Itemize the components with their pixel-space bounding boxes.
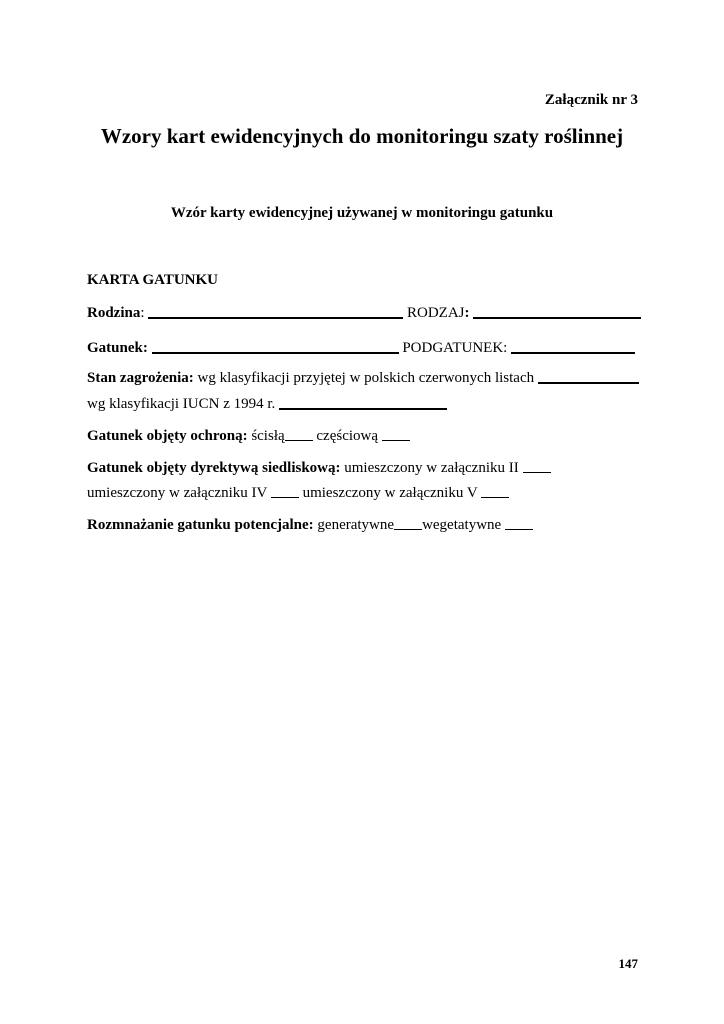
rodzina-label: Rodzina — [87, 305, 141, 321]
dyrektywa-zal2-field[interactable] — [523, 460, 551, 473]
row-dyrektywa — [87, 460, 551, 477]
row-dyrektywa-2 — [87, 485, 509, 502]
dyrektywa-zal5-label: umieszczony w załączniku V — [298, 485, 482, 501]
rozmnazanie-generatywne-field[interactable] — [394, 517, 422, 530]
stan-label: Stan zagrożenia: — [87, 370, 194, 386]
row-stan-zagrozenia — [87, 370, 639, 387]
page-number: 147 — [618, 956, 638, 971]
dyrektywa-label: Gatunek objęty dyrektywą siedliskową: — [87, 460, 341, 476]
gatunek-label: Gatunek: — [87, 340, 148, 356]
podgatunek-field[interactable] — [511, 340, 635, 354]
rozmnazanie-generatywne-label: generatywne — [313, 517, 395, 533]
rozmnazanie-wegetatywne-field[interactable] — [505, 517, 533, 530]
dyrektywa-zal4-label: umieszczony w załączniku IV — [87, 485, 271, 501]
czerwone-listy-field[interactable] — [538, 370, 639, 384]
iucn-text: wg klasyfikacji IUCN z 1994 r. — [87, 396, 280, 412]
ochrona-scisla-label: ścisłą — [247, 428, 285, 444]
iucn-field[interactable] — [279, 396, 447, 410]
row-gatunek — [87, 340, 635, 357]
rodzaj-field[interactable] — [473, 305, 641, 319]
row-ochrona — [87, 428, 410, 445]
ochrona-czesciowa-field[interactable] — [382, 428, 410, 441]
row-rodzina — [87, 305, 641, 322]
card-title: KARTA GATUNKU — [87, 272, 219, 288]
rozmnazanie-wegetatywne-label: wegetatywne — [422, 517, 505, 533]
dyrektywa-zal4-field[interactable] — [271, 485, 299, 498]
rodzaj-label: RODZAJ — [407, 305, 465, 321]
dyrektywa-zal5-field[interactable] — [481, 485, 509, 498]
rodzaj-separator: : — [464, 305, 474, 321]
ochrona-czesciowa-label: częściową — [312, 428, 382, 444]
gatunek-field[interactable] — [152, 340, 399, 354]
stan-text: wg klasyfikacji przyjętej w polskich czerwonych listach — [193, 370, 538, 386]
section-subtitle: Wzór karty ewidencyjnej używanej w monitoringu gatunku — [170, 205, 554, 221]
ochrona-scisla-field[interactable] — [285, 428, 313, 441]
rodzina-separator: : — [140, 305, 149, 321]
annex-label: Załącznik nr 3 — [544, 92, 638, 108]
rozmnazanie-label: Rozmnażanie gatunku potencjalne: — [87, 517, 314, 533]
dyrektywa-zal2-label: umieszczony w załączniku II — [340, 460, 523, 476]
podgatunek-label: PODGATUNEK: — [402, 340, 512, 356]
ochrona-label: Gatunek objęty ochroną: — [87, 428, 248, 444]
page-title: Wzory kart ewidencyjnych do monitoringu szaty roślinnej — [100, 124, 624, 148]
rodzina-field[interactable] — [148, 305, 403, 319]
row-iucn — [87, 396, 447, 413]
row-rozmnazanie — [87, 517, 533, 534]
